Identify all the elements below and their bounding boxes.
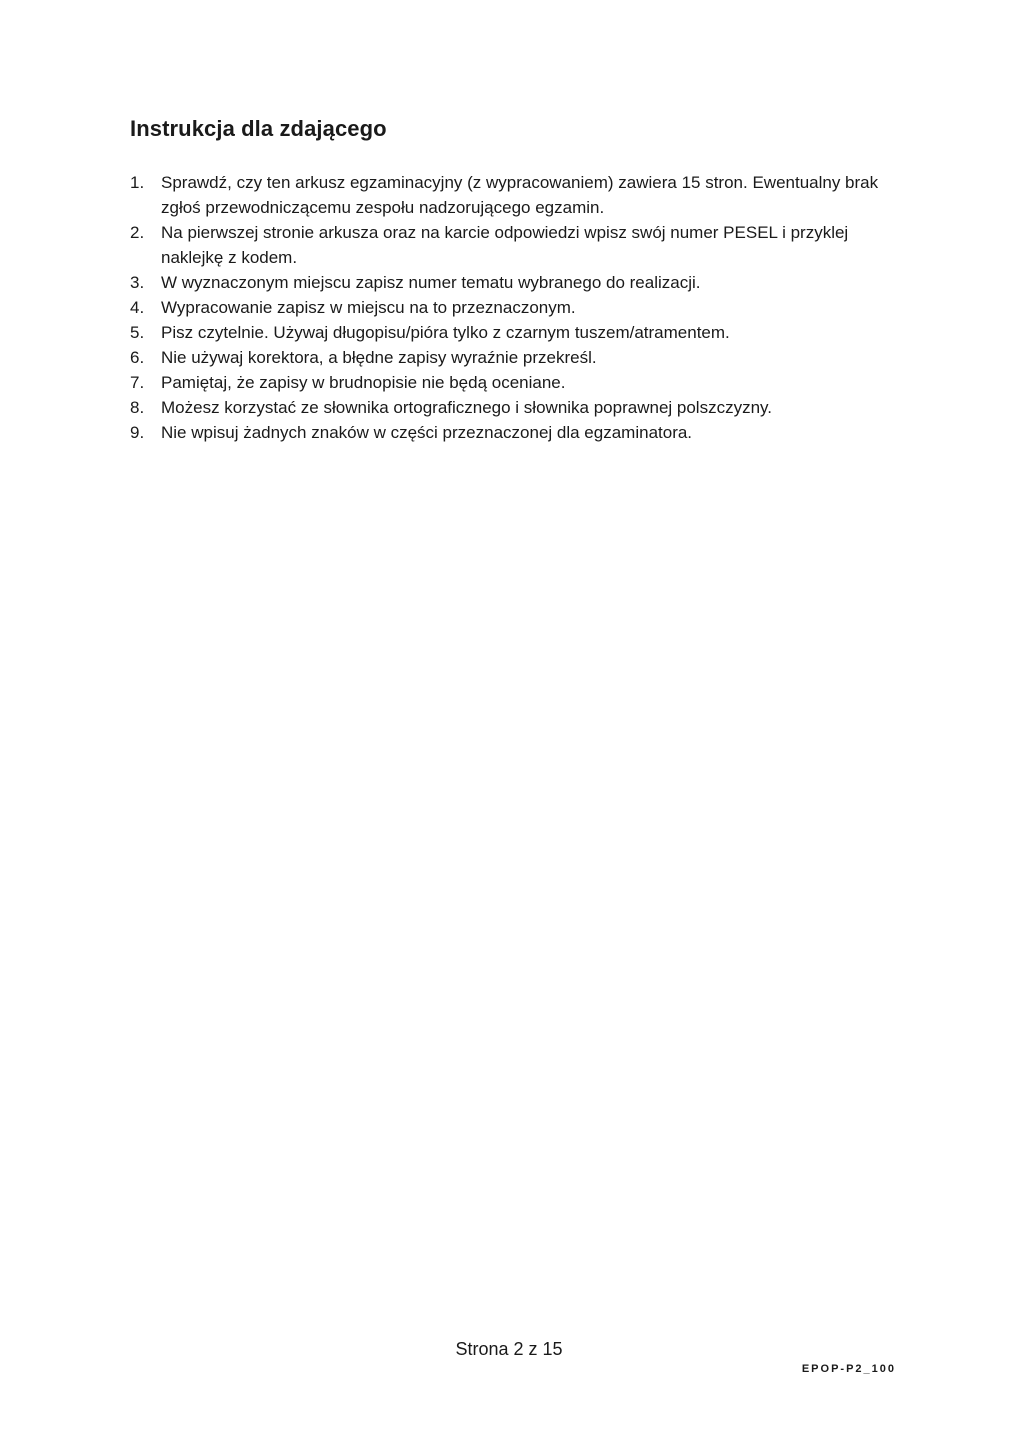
instruction-item bbox=[130, 420, 890, 445]
page-title: Instrukcja dla zdającego bbox=[130, 116, 387, 141]
instruction-number: 4. bbox=[130, 298, 145, 317]
instruction-text: Nie wpisuj żadnych znaków w części przeznaczonej dla egzaminatora. bbox=[161, 423, 693, 442]
instruction-number: 8. bbox=[130, 398, 145, 417]
instruction-item bbox=[130, 395, 890, 420]
instruction-text: Sprawdź, czy ten arkusz egzaminacyjny (z wypracowaniem) zawiera 15 stron. Ewentualny brak zgłoś przewodniczącemu zespołu nadzorującego egzamin. bbox=[161, 173, 879, 217]
instruction-item bbox=[130, 295, 890, 320]
instruction-item bbox=[130, 270, 890, 295]
instruction-list bbox=[130, 170, 890, 445]
instruction-text: Możesz korzystać ze słownika ortograficznego i słownika poprawnej polszczyzny. bbox=[161, 398, 772, 417]
instruction-text: Nie używaj korektora, a błędne zapisy wyraźnie przekreśl. bbox=[161, 348, 597, 367]
instruction-number: 9. bbox=[130, 423, 145, 442]
instruction-item bbox=[130, 170, 890, 220]
instruction-text: Na pierwszej stronie arkusza oraz na karcie odpowiedzi wpisz swój numer PESEL i przyklej naklejkę z kodem. bbox=[161, 223, 849, 267]
instruction-item bbox=[130, 320, 890, 345]
instruction-text: Pisz czytelnie. Używaj długopisu/pióra tylko z czarnym tuszem/atramentem. bbox=[161, 323, 730, 342]
instruction-item bbox=[130, 345, 890, 370]
instruction-number: 7. bbox=[130, 373, 145, 392]
instruction-text: W wyznaczonym miejscu zapisz numer tematu wybranego do realizacji. bbox=[161, 273, 701, 292]
instruction-number: 2. bbox=[130, 223, 145, 242]
document-code: EPOP-P2_100 bbox=[801, 1363, 896, 1375]
instruction-number: 5. bbox=[130, 323, 145, 342]
page-number: Strona 2 z 15 bbox=[455, 1339, 563, 1359]
instruction-number: 1. bbox=[130, 173, 145, 192]
instruction-text: Wypracowanie zapisz w miejscu na to przeznaczonym. bbox=[161, 298, 576, 317]
instruction-number: 6. bbox=[130, 348, 145, 367]
instruction-item bbox=[130, 370, 890, 395]
instruction-number: 3. bbox=[130, 273, 145, 292]
instruction-text: Pamiętaj, że zapisy w brudnopisie nie będą oceniane. bbox=[161, 373, 566, 392]
instruction-item bbox=[130, 220, 890, 270]
